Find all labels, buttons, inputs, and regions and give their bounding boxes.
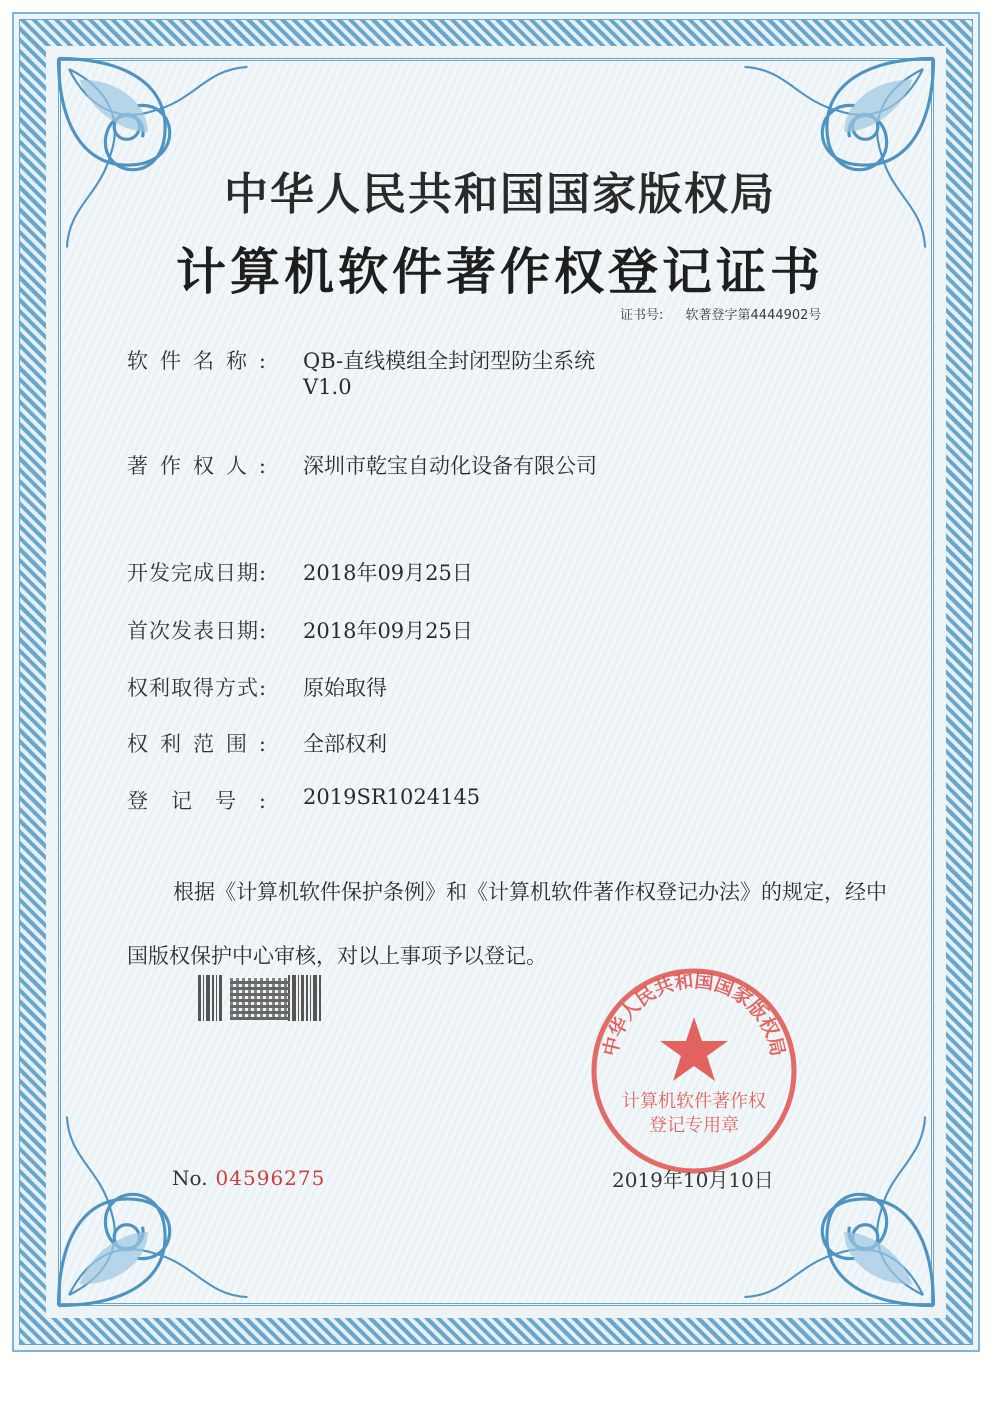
software-name-value-line1: QB-直线模组全封闭型防尘系统: [303, 349, 596, 373]
issuing-authority-title: 中华人民共和国国家版权局: [224, 169, 776, 220]
certificate-number: [620, 304, 821, 323]
certificate-number-value: 软著登字第4444902号: [685, 308, 822, 323]
software-name-value-line2: V1.0: [303, 375, 352, 399]
publish-date-label: 首次发表日期:: [127, 619, 268, 643]
scope-value: 全部权利: [303, 732, 387, 756]
qr-code: [230, 978, 290, 1020]
dev-date-value: 2018年09月25日: [303, 561, 473, 585]
owner-value: 深圳市乾宝自动化设备有限公司: [303, 454, 597, 478]
scope-label: 权利范围:: [127, 732, 267, 756]
seal-line2: 登记专用章: [649, 1115, 739, 1136]
software-name-label: 软件名称:: [127, 349, 267, 373]
corner-ornament-bottom-left: [48, 1106, 258, 1316]
serial-number: [172, 1166, 325, 1190]
issue-date: 2019年10月10日: [612, 1168, 774, 1192]
reg-no-value: 2019SR1024145: [303, 785, 481, 809]
publish-date-value: 2018年09月25日: [303, 619, 473, 643]
seal-ring-text: 中华人民共和国国家版权局: [599, 969, 789, 1059]
corner-ornament-top-right: [734, 48, 944, 258]
serial-number-value: 04596275: [215, 1166, 326, 1190]
certificate-title: 计算机软件著作权登记证书: [176, 243, 824, 301]
acquire-method-label: 权利取得方式:: [127, 676, 268, 700]
official-seal: [588, 965, 800, 1177]
corner-ornament-top-left: [48, 48, 258, 258]
reg-no-label: 登记号:: [127, 789, 267, 813]
registration-statement: 根据《计算机软件保护条例》和《计算机软件著作权登记办法》的规定，经中国版权保护中心审核，对以上事项予以登记。: [127, 880, 887, 968]
owner-label: 著作权人:: [127, 454, 267, 478]
certificate-number-label: 证书号:: [620, 308, 664, 323]
acquire-method-value: 原始取得: [303, 676, 387, 700]
serial-prefix: No.: [172, 1166, 208, 1190]
dev-date-label: 开发完成日期:: [127, 561, 268, 585]
seal-line1: 计算机软件著作权: [622, 1091, 766, 1112]
